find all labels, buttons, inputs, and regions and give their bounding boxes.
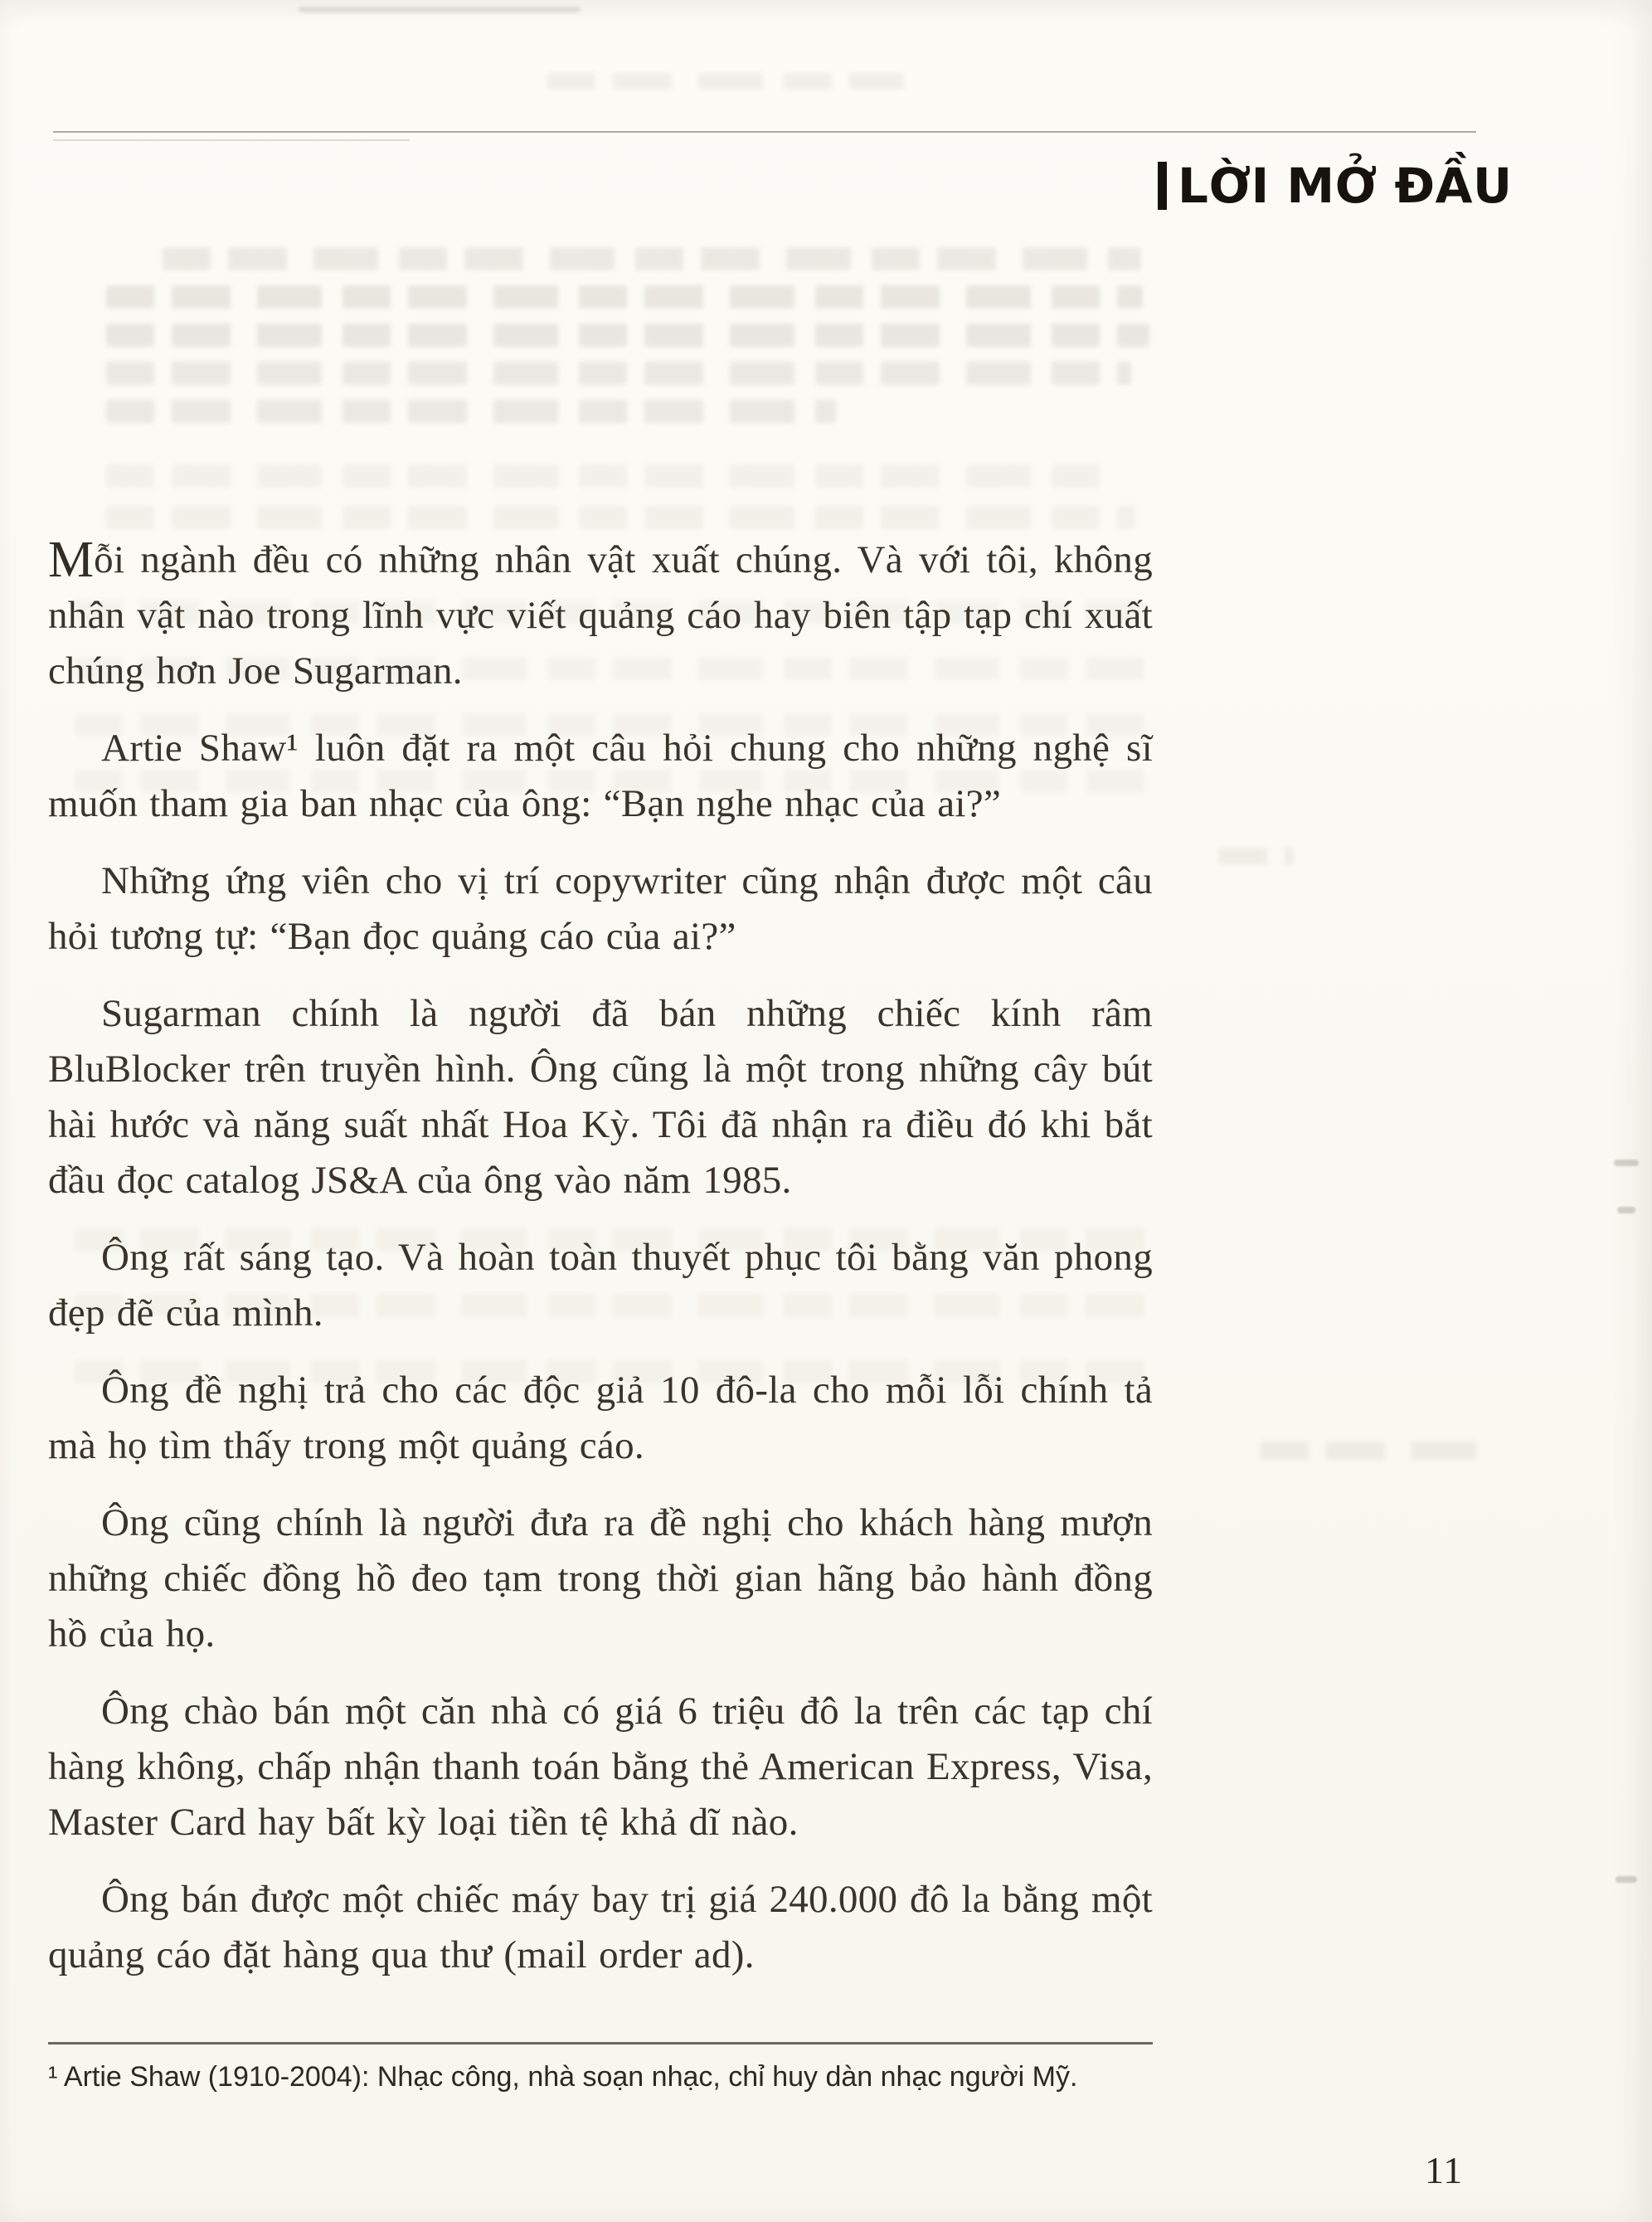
chapter-header <box>1158 159 1513 212</box>
bleed-through-line <box>106 506 1135 529</box>
scan-artifact <box>1617 1207 1635 1213</box>
paragraph: Artie Shaw¹ luôn đặt ra một câu hỏi chung cho những nghệ sĩ muốn tham gia ban nhạc của ông: “Bạn nghe nhạc của ai?” <box>48 727 1153 825</box>
header-rule <box>53 131 1476 133</box>
bleed-through-line <box>106 464 1101 488</box>
bleed-through-line <box>106 323 1149 347</box>
header-rule-fragment <box>53 139 410 141</box>
chapter-title: LỜI MỞ ĐẦU <box>1178 158 1513 214</box>
paragraph: Những ứng viên cho vị trí copywriter cũng nhận được một câu hỏi tương tự: “Bạn đọc quảng cáo của ai?” <box>48 859 1153 958</box>
footnote-rule <box>48 2042 1153 2045</box>
bleed-through-line <box>1219 848 1294 864</box>
bleed-through-line <box>547 73 904 90</box>
page-number: 11 <box>1425 2149 1464 2191</box>
paragraph: Ông rất sáng tạo. Và hoàn toàn thuyết phục tôi bằng văn phong đẹp đẽ của mình. <box>48 1236 1153 1335</box>
paragraph <box>48 532 1153 699</box>
chapter-title-bar <box>1158 162 1167 210</box>
paragraph: Ông đề nghị trả cho các độc giả 10 đô-la cho mỗi lỗi chính tả mà họ tìm thấy trong một quảng cáo. <box>48 1369 1153 1467</box>
paragraph: Ông bán được một chiếc máy bay trị giá 240.000 đô la bằng một quảng cáo đặt hàng qua thư (mail order ad). <box>48 1878 1153 1976</box>
drop-cap: M <box>48 532 95 588</box>
body-text <box>48 532 1153 2005</box>
scan-artifact <box>1614 1160 1639 1166</box>
paragraph-text: ỗi ngành đều có những nhân vật xuất chúng. Và với tôi, không nhân vật nào trong lĩnh vực viết quảng cáo hay biên tập tạp chí xuất chúng hơn Joe Sugarman. <box>48 538 1153 693</box>
bleed-through-line <box>106 285 1143 309</box>
bleed-through-line <box>163 247 1141 270</box>
scan-artifact <box>299 7 581 12</box>
paragraph: Ông cũng chính là người đưa ra đề nghị cho khách hàng mượn những chiếc đồng hồ đeo tạm trong thời gian hãng bảo hành đồng hồ của họ. <box>48 1501 1153 1656</box>
bleed-through-line <box>106 400 836 423</box>
paragraph: Sugarman chính là người đã bán những chiếc kính râm BluBlocker trên truyền hình. Ông cũng là một trong những cây bút hài hước và năng suất nhất Hoa Kỳ. Tôi đã nhận ra điều đó khi bắt đầu đọc catalog JS&A của ông vào năm 1985. <box>48 992 1153 1202</box>
footnote: ¹ Artie Shaw (1910-2004): Nhạc công, nhà soạn nhạc, chỉ huy dàn nhạc người Mỹ. <box>48 2061 1078 2093</box>
paragraph: Ông chào bán một căn nhà có giá 6 triệu đô la trên các tạp chí hàng không, chấp nhận thanh toán bằng thẻ American Express, Visa, Master Card hay bất kỳ loại tiền tệ khả dĩ nào. <box>48 1690 1153 1844</box>
scan-artifact <box>1616 1876 1637 1883</box>
bleed-through-line <box>106 362 1131 385</box>
bleed-through-line <box>1261 1442 1476 1460</box>
